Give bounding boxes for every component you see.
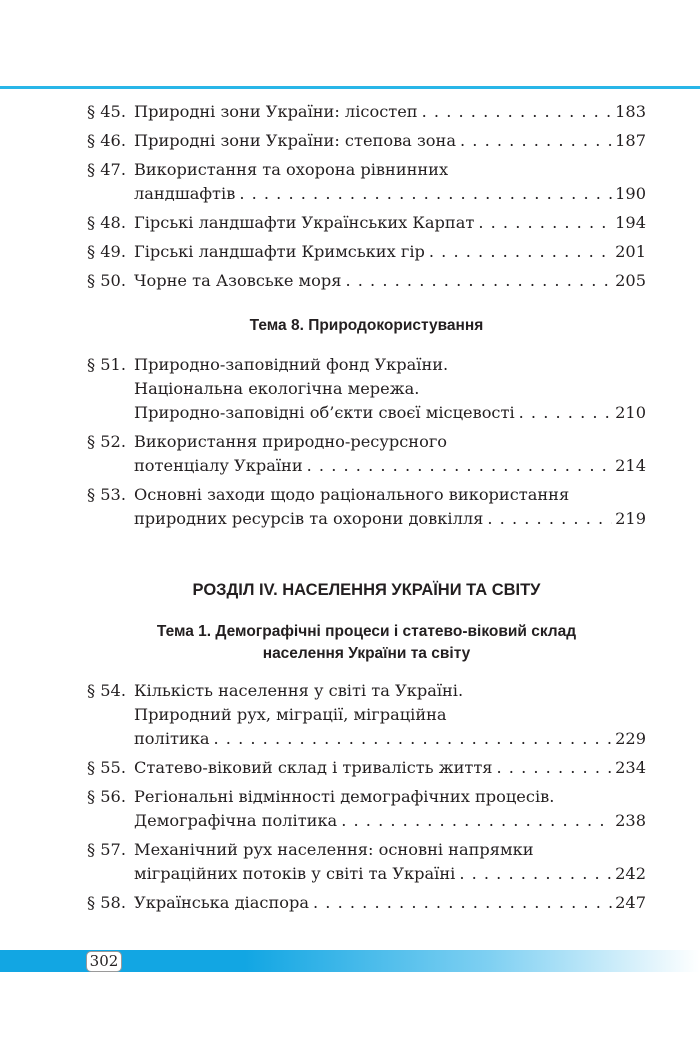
- toc-entry-body: [134, 100, 646, 124]
- toc-entry-title-line: Регіональні відмінності демографічних процесів.: [134, 787, 555, 806]
- toc-entry-last-line: [134, 891, 646, 915]
- toc-entry-number: § 49.: [87, 242, 126, 261]
- toc-entry-last-line: [134, 129, 646, 153]
- toc-entry[interactable]: [87, 785, 646, 833]
- toc-entry-number: § 51.: [87, 355, 126, 374]
- toc-entry-number: § 55.: [87, 758, 126, 777]
- toc-entry[interactable]: [87, 158, 646, 206]
- toc-entry-body: [134, 785, 646, 833]
- toc-group-2: [87, 353, 646, 531]
- toc-entry-number: § 45.: [87, 102, 126, 121]
- toc-entry[interactable]: [87, 483, 646, 531]
- toc-entry-page: 190: [615, 184, 646, 203]
- toc-entry-page: 194: [615, 213, 646, 232]
- toc-entry[interactable]: [87, 430, 646, 478]
- toc-entry-page: 229: [615, 729, 646, 748]
- toc-group-1: [87, 100, 646, 293]
- toc-entry-number: § 52.: [87, 432, 126, 451]
- toc-entry-number: § 58.: [87, 893, 126, 912]
- toc-entry-page: 219: [615, 509, 646, 528]
- topic-1-heading-line-2: населення України та світу: [262, 645, 471, 662]
- toc-entry-body: [134, 756, 646, 780]
- toc-entry[interactable]: [87, 679, 646, 751]
- toc-entry-title-line: Національна екологічна мережа.: [134, 379, 420, 398]
- toc-entry-body: [134, 353, 646, 425]
- toc-entry-title: природних ресурсів та охорони довкілля: [134, 509, 484, 528]
- toc-entry-page: 183: [615, 102, 646, 121]
- toc-entry-last-line: [134, 862, 646, 886]
- toc-entry-title-line: Кількість населення у світі та Україні.: [134, 681, 464, 700]
- toc-entry-last-line: [134, 211, 646, 235]
- toc-entry-page: 234: [615, 758, 646, 777]
- toc-entry-last-line: [134, 507, 646, 531]
- toc-dot-leader: [422, 100, 612, 124]
- toc-entry-number: § 53.: [87, 485, 126, 504]
- toc-entry[interactable]: [87, 240, 646, 264]
- toc-entry-title: Чорне та Азовське моря: [134, 271, 342, 290]
- toc-entry-title: міграційних потоків у світі та Україні: [134, 864, 456, 883]
- toc-entry-last-line: [134, 809, 646, 833]
- toc-entry-page: 247: [615, 893, 646, 912]
- toc-entry-last-line: [134, 454, 646, 478]
- toc-entry-body: [134, 129, 646, 153]
- toc-dot-leader: [307, 454, 612, 478]
- toc-entry-body: [134, 838, 646, 886]
- toc-entry-body: [134, 483, 646, 531]
- toc-entry-page: 238: [615, 811, 646, 830]
- section-4-heading: РОЗДІЛ IV. НАСЕЛЕННЯ УКРАЇНИ ТА СВІТУ: [192, 581, 541, 599]
- toc-dot-leader: [519, 401, 612, 425]
- toc-entry-last-line: [134, 100, 646, 124]
- table-of-contents: [87, 100, 646, 920]
- toc-entry-body: [134, 211, 646, 235]
- toc-entry[interactable]: [87, 756, 646, 780]
- toc-entry-last-line: [134, 756, 646, 780]
- toc-entry-body: [134, 158, 646, 206]
- toc-entry-page: 242: [615, 864, 646, 883]
- toc-entry-title: Природні зони України: лісостеп: [134, 102, 418, 121]
- toc-entry-last-line: [134, 727, 646, 751]
- toc-dot-leader: [487, 507, 612, 531]
- toc-entry-title: Українська діаспора: [134, 893, 309, 912]
- toc-entry-number: § 57.: [87, 840, 126, 859]
- toc-entry-title-line: Механічний рух населення: основні напрямки: [134, 840, 534, 859]
- toc-entry-last-line: [134, 182, 646, 206]
- toc-entry-page: 201: [615, 242, 646, 261]
- toc-entry-page: 187: [615, 131, 646, 150]
- toc-entry[interactable]: [87, 129, 646, 153]
- toc-dot-leader: [460, 129, 612, 153]
- toc-entry[interactable]: [87, 211, 646, 235]
- toc-entry-title: політика: [134, 729, 210, 748]
- toc-entry[interactable]: [87, 838, 646, 886]
- toc-entry-body: [134, 679, 646, 751]
- toc-entry-number: § 54.: [87, 681, 126, 700]
- toc-dot-leader: [214, 727, 613, 751]
- toc-entry-title: ландшафтів: [134, 184, 236, 203]
- toc-dot-leader: [429, 240, 612, 264]
- toc-entry[interactable]: [87, 353, 646, 425]
- toc-dot-leader: [497, 756, 613, 780]
- toc-dot-leader: [459, 862, 612, 886]
- toc-entry-body: [134, 430, 646, 478]
- toc-entry-title-line: Використання та охорона рівнинних: [134, 160, 449, 179]
- toc-entry-title: Демографічна політика: [134, 811, 338, 830]
- toc-entry-title-line: Використання природно-ресурсного: [134, 432, 448, 451]
- toc-entry-last-line: [134, 401, 646, 425]
- toc-entry-title: Статево-віковий склад і тривалість життя: [134, 758, 493, 777]
- toc-entry-number: § 47.: [87, 160, 126, 179]
- toc-entry[interactable]: [87, 891, 646, 915]
- toc-entry-page: 214: [615, 456, 646, 475]
- toc-entry-page: 210: [615, 403, 646, 422]
- toc-entry-number: § 56.: [87, 787, 126, 806]
- toc-entry-title-line: Природно-заповідний фонд України.: [134, 355, 449, 374]
- toc-entry-last-line: [134, 269, 646, 293]
- toc-entry-number: § 50.: [87, 271, 126, 290]
- toc-group-3: [87, 679, 646, 915]
- topic-1-heading-line-1: Тема 1. Демографічні процеси і статево-віковий склад: [156, 623, 577, 640]
- toc-dot-leader: [341, 809, 612, 833]
- toc-entry-title: Гірські ландшафти Українських Карпат: [134, 213, 475, 232]
- page-number: 302: [86, 951, 122, 972]
- top-accent-rule: [0, 86, 700, 89]
- toc-entry-last-line: [134, 240, 646, 264]
- toc-dot-leader: [478, 211, 612, 235]
- toc-dot-leader: [313, 891, 612, 915]
- toc-dot-leader: [345, 269, 612, 293]
- topic-1-heading: [87, 621, 646, 665]
- toc-entry-title: потенціалу України: [134, 456, 303, 475]
- toc-entry-title: Природно-заповідні об’єкти своєї місцевості: [134, 403, 515, 422]
- toc-entry-body: [134, 891, 646, 915]
- toc-entry-body: [134, 269, 646, 293]
- toc-entry-title: Природні зони України: степова зона: [134, 131, 456, 150]
- topic-8-heading: Тема 8. Природокористування: [249, 317, 484, 334]
- toc-entry-title-line: Природний рух, міграції, міграційна: [134, 705, 447, 724]
- toc-entry-title-line: Основні заходи щодо раціонального використання: [134, 485, 570, 504]
- toc-entry-number: § 46.: [87, 131, 126, 150]
- toc-dot-leader: [239, 182, 612, 206]
- toc-entry-title: Гірські ландшафти Кримських гір: [134, 242, 425, 261]
- toc-entry[interactable]: [87, 100, 646, 124]
- toc-entry[interactable]: [87, 269, 646, 293]
- toc-entry-page: 205: [615, 271, 646, 290]
- toc-entry-number: § 48.: [87, 213, 126, 232]
- toc-entry-body: [134, 240, 646, 264]
